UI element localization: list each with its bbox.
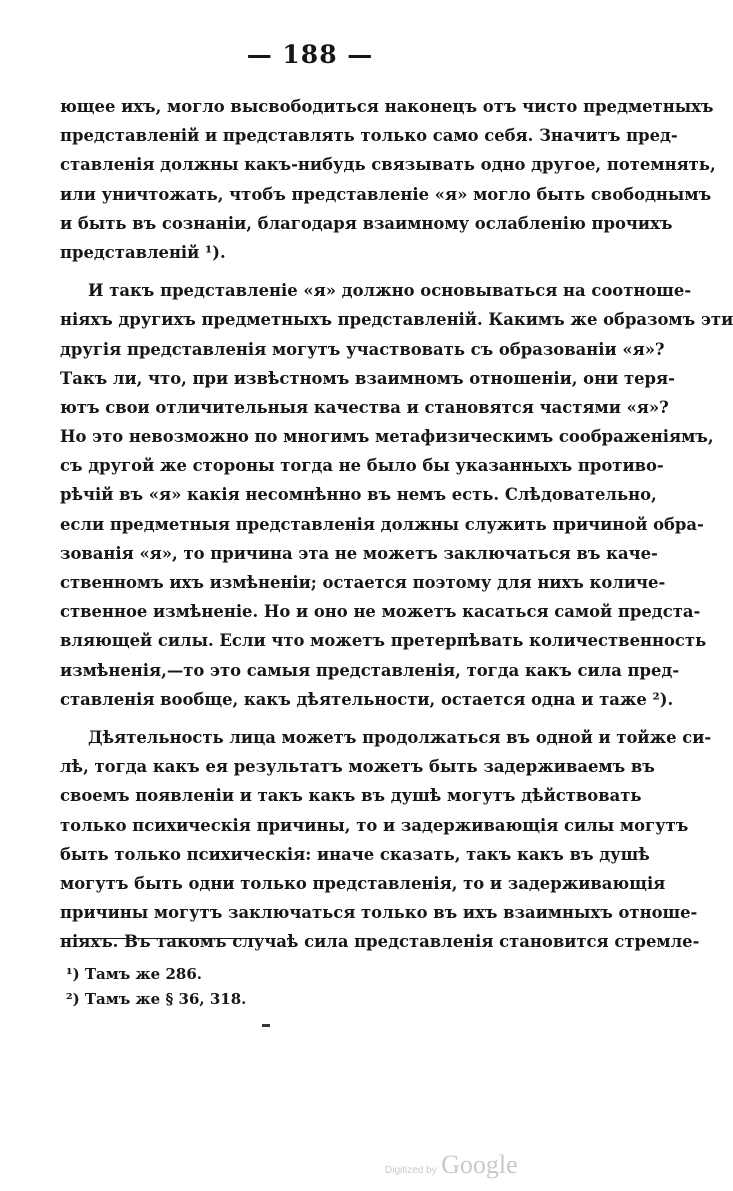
- text-line: лѣ, тогда какъ ея результатъ можетъ быть задерживаемъ въ: [60, 757, 655, 777]
- text-line: ставленія вообще, какъ дѣятельности, остается одна и таже ²).: [60, 689, 674, 709]
- paragraph-gap: [60, 267, 613, 276]
- text-line: ніяхъ. Въ такомъ случаѣ сила представленія становится стремле-: [60, 932, 700, 952]
- text-line: другія представленія могутъ участвовать съ образованіи «я»?: [60, 339, 665, 359]
- google-logo: Google: [441, 1150, 518, 1179]
- text-line: ственное измѣненіе. Но и оно не можетъ касаться самой предста-: [60, 602, 701, 622]
- text-line: рѣчій въ «я» какія несомнѣнно въ немъ есть. Слѣдовательно,: [60, 485, 657, 505]
- text-line: могутъ быть одни только представленія, то и задерживающія: [60, 873, 666, 893]
- print-mark: [262, 1024, 270, 1027]
- text-line: представленій и представлять только само себя. Значитъ пред-: [60, 126, 678, 146]
- text-line: представленій ¹).: [60, 242, 226, 262]
- text-line: и быть въ сознаніи, благодаря взаимному ослабленію прочихъ: [60, 213, 673, 233]
- text-line: ставленія должны какъ-нибудь связывать одно другое, потемнять,: [60, 155, 716, 175]
- watermark-prefix: Digitized by: [385, 1165, 437, 1176]
- text-line: Такъ ли, что, при извѣстномъ взаимномъ отношеніи, они теря-: [60, 368, 675, 388]
- text-line: ніяхъ другихъ предметныхъ представленій. Какимъ же образомъ эти: [60, 310, 733, 330]
- text-line: только психическія причины, то и задерживающія силы могутъ: [60, 815, 689, 835]
- footnotes: [66, 962, 246, 1012]
- page-number: — 188 —: [246, 40, 374, 69]
- text-line: если предметныя представленія должны служить причиной обра-: [60, 514, 704, 534]
- footnote-divider: [60, 938, 260, 939]
- text-line: быть только психическія: иначе сказать, такъ какъ въ душѣ: [60, 844, 650, 864]
- text-line: ютъ свои отличительныя качества и становятся частями «я»?: [60, 397, 669, 417]
- text-line: Но это невозможно по многимъ метафизическимъ соображеніямъ,: [60, 427, 714, 447]
- text-line: причины могутъ заключаться только въ ихъ взаимныхъ отноше-: [60, 903, 698, 923]
- paragraph: [60, 92, 716, 267]
- text-line: Дѣятельность лица можетъ продолжаться въ одной и тойже си-: [88, 727, 712, 747]
- text-line: зованія «я», то причина эта не можетъ заключаться въ каче-: [60, 543, 658, 563]
- text-line: И такъ представленіе «я» должно основываться на соотноше-: [88, 281, 692, 301]
- footnote-1: ¹) Тамъ же 286.: [66, 965, 202, 983]
- text-line: ственномъ ихъ измѣненіи; остается поэтому для нихъ количе-: [60, 573, 666, 592]
- paragraph: [60, 723, 712, 957]
- text-line: ющее ихъ, могло высвободиться наконецъ отъ чисто предметныхъ: [60, 97, 714, 116]
- digitization-watermark: [385, 1150, 518, 1180]
- text-line: съ другой же стороны тогда не было бы указанныхъ противо-: [60, 456, 664, 476]
- text-line: своемъ появленіи и такъ какъ въ душѣ могутъ дѣйствовать: [60, 786, 642, 806]
- paragraph: [60, 276, 733, 714]
- text-line: вляющей силы. Если что можетъ претерпѣвать количественность: [60, 631, 707, 651]
- body-text: [60, 92, 733, 956]
- text-line: или уничтожать, чтобъ представленіе «я» могло быть свободнымъ: [60, 184, 712, 204]
- footnote-2: ²) Тамъ же § 36, 318.: [66, 990, 247, 1008]
- paragraph-gap: [60, 714, 613, 723]
- text-line: измѣненія,—то это самыя представленія, тогда какъ сила пред-: [60, 660, 680, 680]
